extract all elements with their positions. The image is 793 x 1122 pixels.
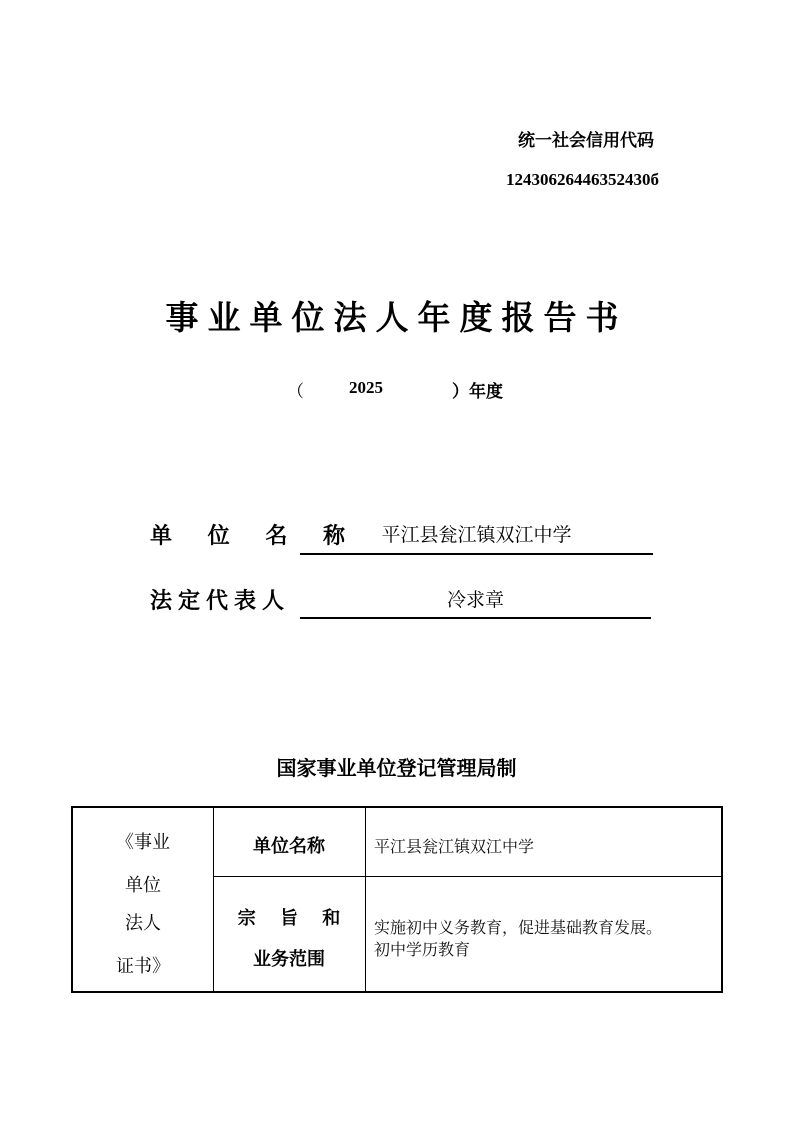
certificate-caption-line: 证书》: [116, 956, 170, 977]
table-divider-horizontal: [213, 876, 721, 877]
table-row-value-scope: 初中学历教育: [374, 940, 471, 959]
table-row-value-unit-name: 平江县瓮江镇双江中学: [374, 837, 535, 856]
legal-rep-underline: [300, 617, 651, 619]
legal-rep-label: 法定代表人: [150, 589, 291, 614]
certificate-caption-line: 法人: [125, 913, 161, 934]
page-title: 事业单位法人年度报告书: [165, 298, 628, 337]
credit-code-value: 12430626446352430б: [506, 170, 659, 189]
certificate-table: [71, 806, 723, 993]
legal-rep-value: 冷求章: [446, 589, 504, 611]
year-suffix: ）年度: [452, 382, 503, 402]
credit-code-label: 统一社会信用代码: [518, 131, 654, 151]
unit-name-underline: [300, 553, 653, 555]
year-open-paren: （: [287, 382, 304, 402]
table-row-label-unit-name: 单位名称: [253, 836, 325, 857]
table-divider-vertical: [365, 808, 366, 991]
table-row-label-scope: 业务范围: [253, 949, 325, 970]
unit-name-value: 平江县瓮江镇双江中学: [381, 524, 572, 546]
table-row-label-scope: 宗 旨 和: [237, 908, 350, 929]
table-row-value-scope: 实施初中义务教育，促进基础教育发展。: [374, 918, 663, 937]
unit-name-label: 单 位 名 称: [150, 524, 359, 549]
certificate-caption-line: 《事业: [116, 832, 170, 853]
report-year: 2025: [349, 378, 383, 397]
certificate-caption-line: 单位: [125, 875, 161, 896]
issuer-line: 国家事业单位登记管理局制: [276, 756, 517, 780]
